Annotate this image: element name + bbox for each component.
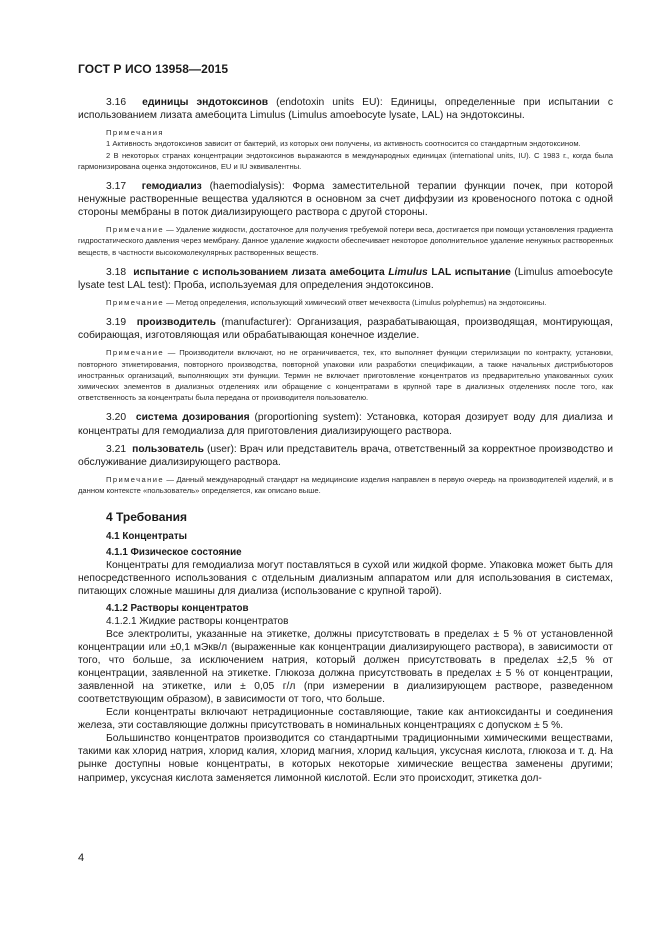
paragraph: Большинство концентратов производится со стандартными традиционными химическими веществами, такими как хлорид натрия, хлорид калия, хлорид магния, хлорид кальция, уксусная кислота, глюкоза и т. д. На рынке доступны новые концентраты, в которых некоторые химические вещества заменены другими; например, уксусная кислота заменяется лимонной кислотой. Если это происходит, этикетка дол- (78, 733, 613, 784)
page-number: 4 (78, 852, 85, 864)
note-text: — Удаление жидкости, достаточное для получения требуемой потери веса, достигается при помощи установления градиента гидростатического давления через мембрану. Данное удаление жидкости обеспечивает некоторое дополнительное удаление ненужных растворенных веществ, в частности высокомолекулярных растворенных веществ. (78, 225, 613, 257)
term-definition: (endotoxin units EU): Единицы, определенные при испытании с использованием лизата амебоцита Limulus (Limulus amoebocyte lysate, LAL) на эндотоксины. (78, 97, 613, 122)
document-header: ГОСТ Р ИСО 13958—2015 (78, 62, 229, 76)
note (78, 297, 613, 308)
note-label: Примечание (106, 474, 164, 484)
term-number: 3.18 (106, 266, 127, 278)
term-definition: (proportioning system): Установка, которая дозирует воду для диализа и концентраты для гемодиализа для приготовления диализирующего раствора. (78, 412, 614, 437)
term-definition: (haemodialysis): Форма заместительной терапии функции почек, при которой ненужные растворенные вещества удаляются в основном за счет диффузии из кровеносного потока с одной стороны мембраны в поток диализирующего раствора с другой стороны. (78, 181, 613, 219)
term-title: производитель (136, 317, 216, 329)
note-text: — Метод определения, использующий химический ответ мечехвоста (Limulus polyphemus) на эндотоксины. (163, 298, 547, 308)
term-definition: (Limulus amoebocyte lysate test LAL test): Проба, используемая для определения эндотоксинов. (78, 266, 613, 291)
subsection-heading: 4.1.2.1 Жидкие растворы концентратов (106, 615, 289, 627)
term-definition: (manufacturer): Организация, разрабатывающая, производящая, монтирующая, собирающая, изготовляющая или обрабатывающая конечное изделие. (78, 317, 613, 342)
term-title-a: испытание с использованием лизата амебоцита (133, 266, 389, 278)
term-title: гемодиализ (141, 181, 202, 192)
term-title: пользователь (132, 443, 204, 455)
subsection-heading: 4.1 Концентраты (106, 531, 188, 543)
term-3-16 (78, 96, 613, 122)
note (78, 474, 613, 496)
note-1: 1 Активность эндотоксинов зависит от бактерий, из которых они получены, из активность соотносится со стандартным эндотоксином. (106, 139, 581, 149)
term-number: 3.20 (106, 412, 127, 424)
term-3-19 (78, 316, 613, 342)
subsection-heading: 4.1.1 Физическое состояние (106, 547, 242, 559)
term-title: единицы эндотоксинов (142, 97, 269, 108)
term-title: система дозирования (135, 412, 250, 424)
section-heading: 4 Требования (106, 510, 187, 525)
term-3-21 (78, 443, 613, 469)
term-number: 3.17 (106, 181, 127, 192)
note-2: 2 В некоторых странах концентрации эндотоксинов выражаются в международных единицах (international units, IU). С 1983 г., когда была гармонизирована оценка эндотоксинов, EU и IU эквивалентны. (78, 150, 613, 171)
term-3-20 (78, 411, 613, 437)
term-definition: (user): Врач или представитель врача, ответственный за корректное производство и обслуживание диализирующего раствора. (78, 443, 613, 468)
paragraph: Если концентраты включают нетрадиционные составляющие, такие как антиоксиданты и соединения железа, эти составляющие должны присутствовать в номинальных концентрациях с допуском ± 5 %. (78, 707, 613, 732)
paragraph: Концентраты для гемодиализа могут поставляться в сухой или жидкой форме. Упаковка может быть для непосредственного использования с отдельным диализным аппаратом или для использования в системах, питающих сложные машины для диализа (использование с крупной тарой). (78, 560, 613, 598)
subsection-heading: 4.1.2 Растворы концентратов (106, 602, 249, 614)
note-text: — Производители включают, но не ограничивается, тех, кто выполняет функции стерилизации по контракту, установки, повторного этикетирования, повторного производства, повторной упаковки или разработки спецификации, а также начальных дистрибьюторов иностранных организаций, выполняющих эти функции. Термин не включает приготовление концентратов из предварительно упакованных сухих химических элементов в диализных отделениях или обращение с концентратами в крупной таре в диализных отделениях после того, как ответственность за концентраты была передана от производителя пользователю. (78, 348, 613, 403)
note (78, 347, 613, 403)
document-body (78, 96, 613, 785)
note-label: Примечание (106, 298, 164, 308)
note-label: Примечание (106, 225, 164, 235)
paragraph: Все электролиты, указанные на этикетке, должны присутствовать в пределах ± 5 % от установленной концентрации или ±0,1 мЭкв/л (выраженные как концентрации диализирующего раствора), в зависимости от того, что больше, за исключением натрия, который должен присутствовать в пределах ±2,5 % от концентрации, заявленной на этикетке. Глюкоза должна присутствовать в пределах ± 5 % от концентрации, заявленной на этикетке, или ± 0,05 г/л (при измерении в диализирующем растворе, разведенном соответствующим образом), в зависимости от того, что больше. (78, 628, 613, 706)
term-title-b: LAL испытание (427, 266, 511, 278)
term-title-italic: Limulus (388, 266, 428, 278)
term-number: 3.19 (106, 317, 127, 329)
notes-title: Примечания (106, 128, 164, 138)
term-3-17 (78, 180, 613, 219)
note-text: — Данный международный стандарт на медицинские изделия направлен в первую очередь на производителей изделий, и в данном контексте «пользователь» определяется, как описано выше. (78, 474, 613, 496)
note (78, 224, 613, 258)
note-label: Примечание (106, 348, 164, 358)
term-3-18 (78, 266, 613, 292)
term-number: 3.21 (106, 443, 127, 455)
term-number: 3.16 (106, 97, 127, 108)
